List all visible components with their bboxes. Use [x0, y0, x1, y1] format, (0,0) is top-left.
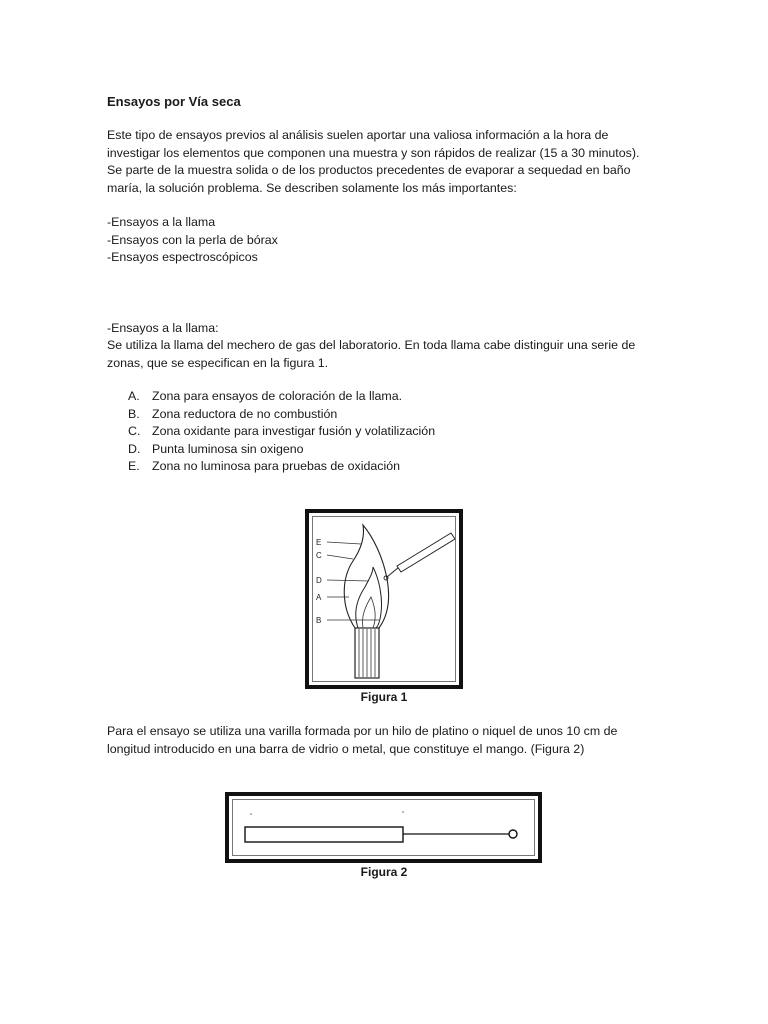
label-e: E [316, 538, 322, 547]
figure-2-caption: Figura 2 [360, 865, 408, 879]
rod-line: Para el ensayo se utiliza una varilla formada por un hilo de platino o niquel de unos 10 cm de [107, 724, 618, 738]
flame-diagram [313, 517, 455, 681]
outer-flame [344, 525, 388, 628]
rod-handle [245, 827, 403, 842]
intro-line: Este tipo de ensayos previos al análisis suelen aportar una valiosa información a la hora de [107, 128, 609, 142]
zone-text: Zona no luminosa para pruebas de oxidación [152, 459, 400, 473]
zone-marker: D. [128, 441, 141, 456]
test-list-item: -Ensayos a la llama [107, 215, 216, 229]
flame-paragraph [107, 337, 635, 372]
test-list [107, 214, 278, 267]
zone-item [128, 441, 435, 459]
test-list-item: -Ensayos espectroscópicos [107, 250, 258, 264]
zone-item [128, 458, 435, 476]
flame-section-heading: -Ensayos a la llama: [107, 321, 219, 335]
zone-text: Zona oxidante para investigar fusión y volatilización [152, 424, 436, 438]
inner-flame-cone [356, 567, 382, 628]
page-title: Ensayos por Vía seca [107, 94, 241, 109]
zone-text: Punta luminosa sin oxigeno [152, 441, 304, 456]
flame-line: Se utiliza la llama del mechero de gas del laboratorio. En toda llama cabe distinguir una serie de [107, 338, 636, 352]
zone-text: Zona reductora de no combustión [152, 406, 338, 421]
label-c: C [316, 551, 322, 560]
test-list-item: -Ensayos con la perla de bórax [107, 232, 278, 247]
label-d: D [316, 576, 322, 585]
figure-2-frame [225, 792, 542, 863]
zone-marker: C. [128, 424, 141, 438]
test-wire [384, 533, 455, 580]
zone-item [128, 388, 435, 406]
leader-c [327, 555, 353, 559]
rod-line: longitud introducido en una barra de vidrio o metal, que constituye el mango. (Figura 2) [107, 741, 585, 756]
label-a: A [316, 593, 322, 602]
label-b: B [316, 616, 322, 625]
innermost-flame-cone [362, 597, 375, 628]
intro-line: maría, la solución problema. Se describen solamente los más importantes: [107, 180, 517, 195]
zone-item [128, 423, 435, 441]
zone-marker: E. [128, 459, 140, 473]
figure-1-caption: Figura 1 [360, 690, 408, 704]
intro-paragraph [107, 127, 639, 197]
zone-list [128, 388, 435, 476]
flame-line: zonas, que se especifican en la figura 1. [107, 355, 329, 370]
burner-tube [355, 628, 379, 678]
figure-1-frame [305, 509, 463, 689]
intro-line: investigar los elementos que componen una muestra y son rápidos de realizar (15 a 30 minutos). [107, 145, 640, 160]
rod-diagram [233, 800, 534, 855]
zone-marker: B. [128, 406, 140, 421]
zone-text: Zona para ensayos de coloración de la llama. [152, 389, 403, 403]
leader-e [327, 542, 361, 544]
figure-2-inner-border [232, 799, 535, 856]
leader-d [327, 580, 369, 581]
zone-item [128, 406, 435, 424]
intro-line: Se parte de la muestra solida o de los productos precedentes de evaporar a sequedad en baño [107, 163, 631, 177]
figure-1-inner-border [312, 516, 456, 682]
rod-paragraph [107, 723, 617, 758]
rod-wire-loop [509, 830, 517, 838]
zone-marker: A. [128, 389, 140, 403]
